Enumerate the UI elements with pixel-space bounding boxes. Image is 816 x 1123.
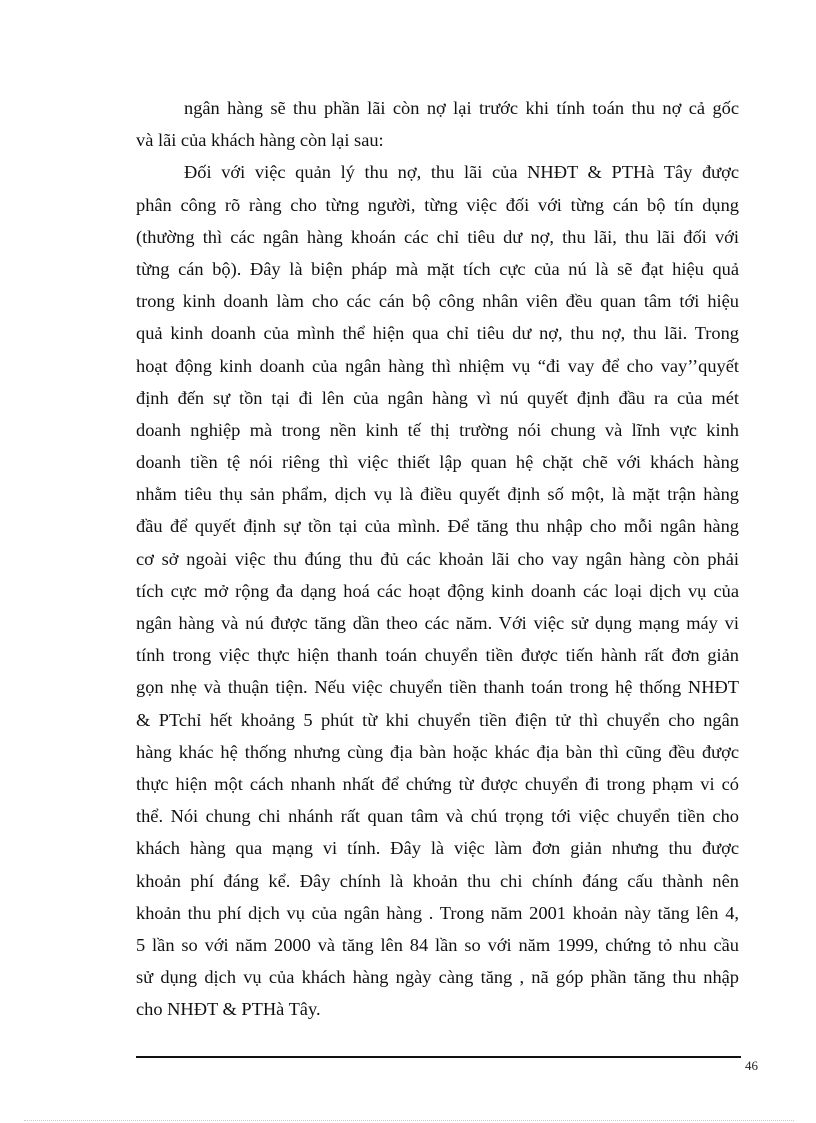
- text-line: tính trong việc thực hiện thanh toán chuyển tiền được tiến hành rất đơn giản: [136, 645, 739, 666]
- text-line: phân công rõ ràng cho từng người, từng việc đối với từng cán bộ tín dụng: [136, 194, 739, 215]
- text-line: quả kinh doanh của mình thể hiện qua chỉ tiêu dư nợ, thu nợ, thu lãi. Trong: [136, 323, 739, 344]
- body-text: [136, 92, 739, 1025]
- text-line: tích cực mở rộng đa dạng hoá các hoạt động kinh doanh các loại dịch vụ của: [136, 580, 739, 601]
- text-line: thực hiện một cách nhanh nhất để chứng từ được chuyển đi trong phạm vi có: [136, 773, 739, 794]
- text-line: khách hàng qua mạng vi tính. Đây là việc làm đơn giản nhưng thu được: [136, 838, 739, 859]
- text-line: gọn nhẹ và thuận tiện. Nếu việc chuyển tiền thanh toán trong hệ thống NHĐT: [136, 677, 739, 698]
- text-line: Đối với việc quản lý thu nợ, thu lãi của NHĐT & PTHà Tây được: [184, 162, 739, 183]
- text-line: định đến sự tồn tại đi lên của ngân hàng vì nú quyết định đầu ra của mét: [136, 387, 739, 408]
- text-line: sử dụng dịch vụ của khách hàng ngày càng tăng , nã góp phần tăng thu nhập: [136, 967, 739, 988]
- footer-divider: [136, 1056, 741, 1058]
- text-line: ngân hàng sẽ thu phần lãi còn nợ lại trước khi tính toán thu nợ cả gốc: [184, 98, 739, 118]
- text-line: hàng khác hệ thống nhưng cùng địa bàn hoặc khác địa bàn thì cũng đều được: [136, 741, 739, 762]
- text-line: trong kinh doanh làm cho các cán bộ công nhân viên đều quan tâm tới hiệu: [136, 291, 739, 312]
- text-line: doanh tiền tệ nói riêng thì việc thiết lập quan hệ chặt chẽ với khách hàng: [136, 452, 739, 473]
- text-line: hoạt động kinh doanh của ngân hàng thì nhiệm vụ “đi vay để cho vay’’quyết: [136, 355, 739, 376]
- text-line: ngân hàng và nú được tăng dần theo các năm. Với việc sử dụng mạng máy vi: [136, 613, 739, 633]
- text-line: 5 lần so với năm 2000 và tăng lên 84 lần so với năm 1999, chứng tỏ nhu cầu: [136, 934, 739, 955]
- text-line: (thường thì các ngân hàng khoán các chỉ tiêu dư nợ, thu lãi, thu lãi đối với: [136, 226, 739, 247]
- text-line: cơ sở ngoài việc thu đúng thu đủ các khoản lãi cho vay ngân hàng còn phải: [136, 548, 739, 569]
- text-line: doanh nghiệp mà trong nền kinh tế thị trường nói chung và lĩnh vực kinh: [136, 419, 739, 440]
- text-line: khoản thu phí dịch vụ của ngân hàng . Trong năm 2001 khoản này tăng lên 4,: [136, 902, 739, 923]
- text-line: cho NHĐT & PTHà Tây.: [136, 999, 321, 1020]
- text-line: thể. Nói chung chi nhánh rất quan tâm và chú trọng tới việc chuyển tiền cho: [136, 806, 739, 827]
- text-line: từng cán bộ). Đây là biện pháp mà mặt tích cực của nú là sẽ đạt hiệu quả: [136, 258, 739, 279]
- text-line: và lãi của khách hàng còn lại sau:: [136, 130, 384, 151]
- text-line: nhằm tiêu thụ sản phẩm, dịch vụ là điều quyết định số một, là mặt trận hàng: [136, 484, 739, 505]
- text-line: khoản phí đáng kể. Đây chính là khoản thu chi chính đáng cấu thành nên: [136, 870, 739, 891]
- page-number: 46: [745, 1058, 758, 1073]
- text-line: & PTchỉ hết khoảng 5 phút từ khi chuyển tiền điện tử thì chuyển cho ngân: [136, 709, 739, 730]
- text-line: đầu để quyết định sự tồn tại của mình. Để tăng thu nhập cho mỗi ngân hàng: [136, 516, 739, 537]
- page-edge-divider: [24, 1120, 794, 1121]
